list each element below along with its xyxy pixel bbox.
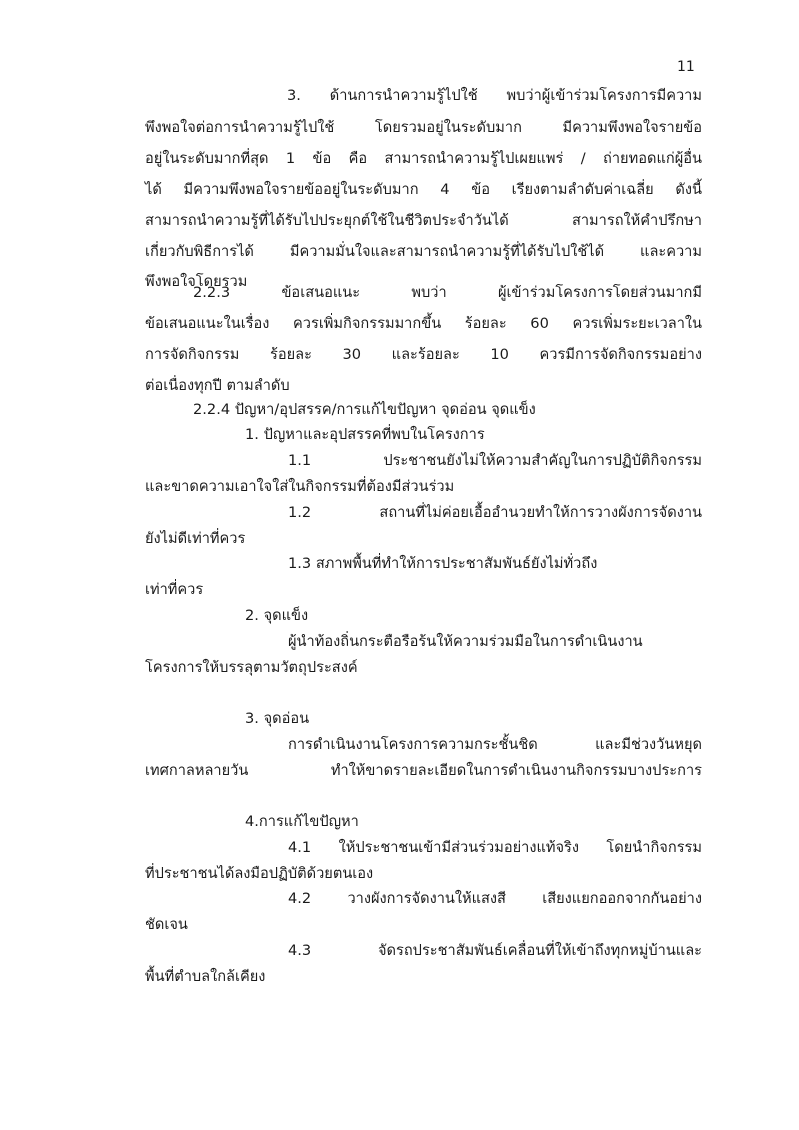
section-heading: 2.2.4 ปัญหา/อุปสรรค/การแก้ไขปัญหา จุดอ่อน จุดแข็ง xyxy=(193,401,536,418)
text-line: พึงพอใจโดยรวม xyxy=(145,273,248,290)
text-line: 1.1 ประชาชนยังไม่ให้ความสำคัญในการปฏิบัติกิจกรรม xyxy=(288,452,702,469)
text-line: พึงพอใจต่อการนำความรู้ไปใช้ โดยรวมอยู่ในระดับมาก มีความพึงพอใจรายข้อ xyxy=(145,119,702,136)
text-line: การจัดกิจกรรม ร้อยละ 30 และร้อยละ 10 ควรมีการจัดกิจกรรมอย่าง xyxy=(145,346,702,363)
text-line: เทศกาลหลายวัน ทำให้ขาดรายละเอียดในการดำเนินงานกิจกรรมบางประการ xyxy=(145,762,702,779)
problems-heading: 1. ปัญหาและอุปสรรคที่พบในโครงการ xyxy=(245,426,485,443)
page-number: 11 xyxy=(677,59,695,75)
text-line: โครงการให้บรรลุตามวัตถุประสงค์ xyxy=(145,659,358,676)
text-line: 1.3 สภาพพื้นที่ทำให้การประชาสัมพันธ์ยังไม่ทั่วถึง xyxy=(288,555,598,572)
text-line: 4.2 วางผังการจัดงานให้แสงสี เสียงแยกออกจากกันอย่าง xyxy=(288,890,702,907)
text-line: ยังไม่ดีเท่าที่ควร xyxy=(145,530,246,547)
strengths-heading: 2. จุดแข็ง xyxy=(245,607,309,624)
text-line: ต่อเนื่องทุกปี ตามลำดับ xyxy=(145,377,290,394)
text-line: การดำเนินงานโครงการความกระชั้นชิด และมีช่วงวันหยุด xyxy=(288,736,702,753)
text-line: 4.1 ให้ประชาชนเข้ามีส่วนร่วมอย่างแท้จริง โดยนำกิจกรรม xyxy=(288,839,702,856)
text-line: ที่ประชาชนได้ลงมือปฏิบัติด้วยตนเอง xyxy=(145,865,374,882)
solutions-heading: 4.การแก้ไขปัญหา xyxy=(245,813,359,830)
weaknesses-heading: 3. จุดอ่อน xyxy=(245,710,310,727)
text-line: เท่าที่ควร xyxy=(145,581,204,598)
text-line: 2.2.3 ข้อเสนอแนะ พบว่า ผู้เข้าร่วมโครงการโดยส่วนมากมี xyxy=(193,284,702,301)
text-line: ชัดเจน xyxy=(145,916,188,933)
text-line: สามารถนำความรู้ที่ได้รับไปประยุกต์ใช้ในชีวิตประจำวันได้ สามารถให้คำปรึกษา xyxy=(145,212,702,229)
text-line: ข้อเสนอแนะในเรื่อง ควรเพิ่มกิจกรรมมากขึ้น ร้อยละ 60 ควรเพิ่มระยะเวลาใน xyxy=(145,315,702,332)
text-line: 4.3 จัดรถประชาสัมพันธ์เคลื่อนที่ให้เข้าถึงทุกหมู่บ้านและ xyxy=(288,942,702,959)
text-line: 3. ด้านการนำความรู้ไปใช้ พบว่าผู้เข้าร่วมโครงการมีความ xyxy=(287,87,702,104)
text-line: อยู่ในระดับมากที่สุด 1 ข้อ คือ สามารถนำความรู้ไปเผยแพร่ / ถ่ายทอดแก่ผู้อื่น xyxy=(145,150,702,167)
text-line: 1.2 สถานที่ไม่ค่อยเอื้ออำนวยทำให้การวางผังการจัดงาน xyxy=(288,504,702,521)
text-line: ผู้นำท้องถิ่นกระตือรือร้นให้ความร่วมมือในการดำเนินงาน xyxy=(288,633,643,650)
text-line: พื้นที่ตำบลใกล้เคียง xyxy=(145,968,266,985)
text-line: และขาดความเอาใจใส่ในกิจกรรมที่ต้องมีส่วนร่วม xyxy=(145,478,455,495)
text-line: เกี่ยวกับพิธีการได้ มีความมั่นใจและสามารถนำความรู้ที่ได้รับไปใช้ได้ และความ xyxy=(145,243,702,260)
text-line: ได้ มีความพึงพอใจรายข้ออยู่ในระดับมาก 4 ข้อ เรียงตามลำดับค่าเฉลี่ย ดังนี้ xyxy=(145,181,702,198)
